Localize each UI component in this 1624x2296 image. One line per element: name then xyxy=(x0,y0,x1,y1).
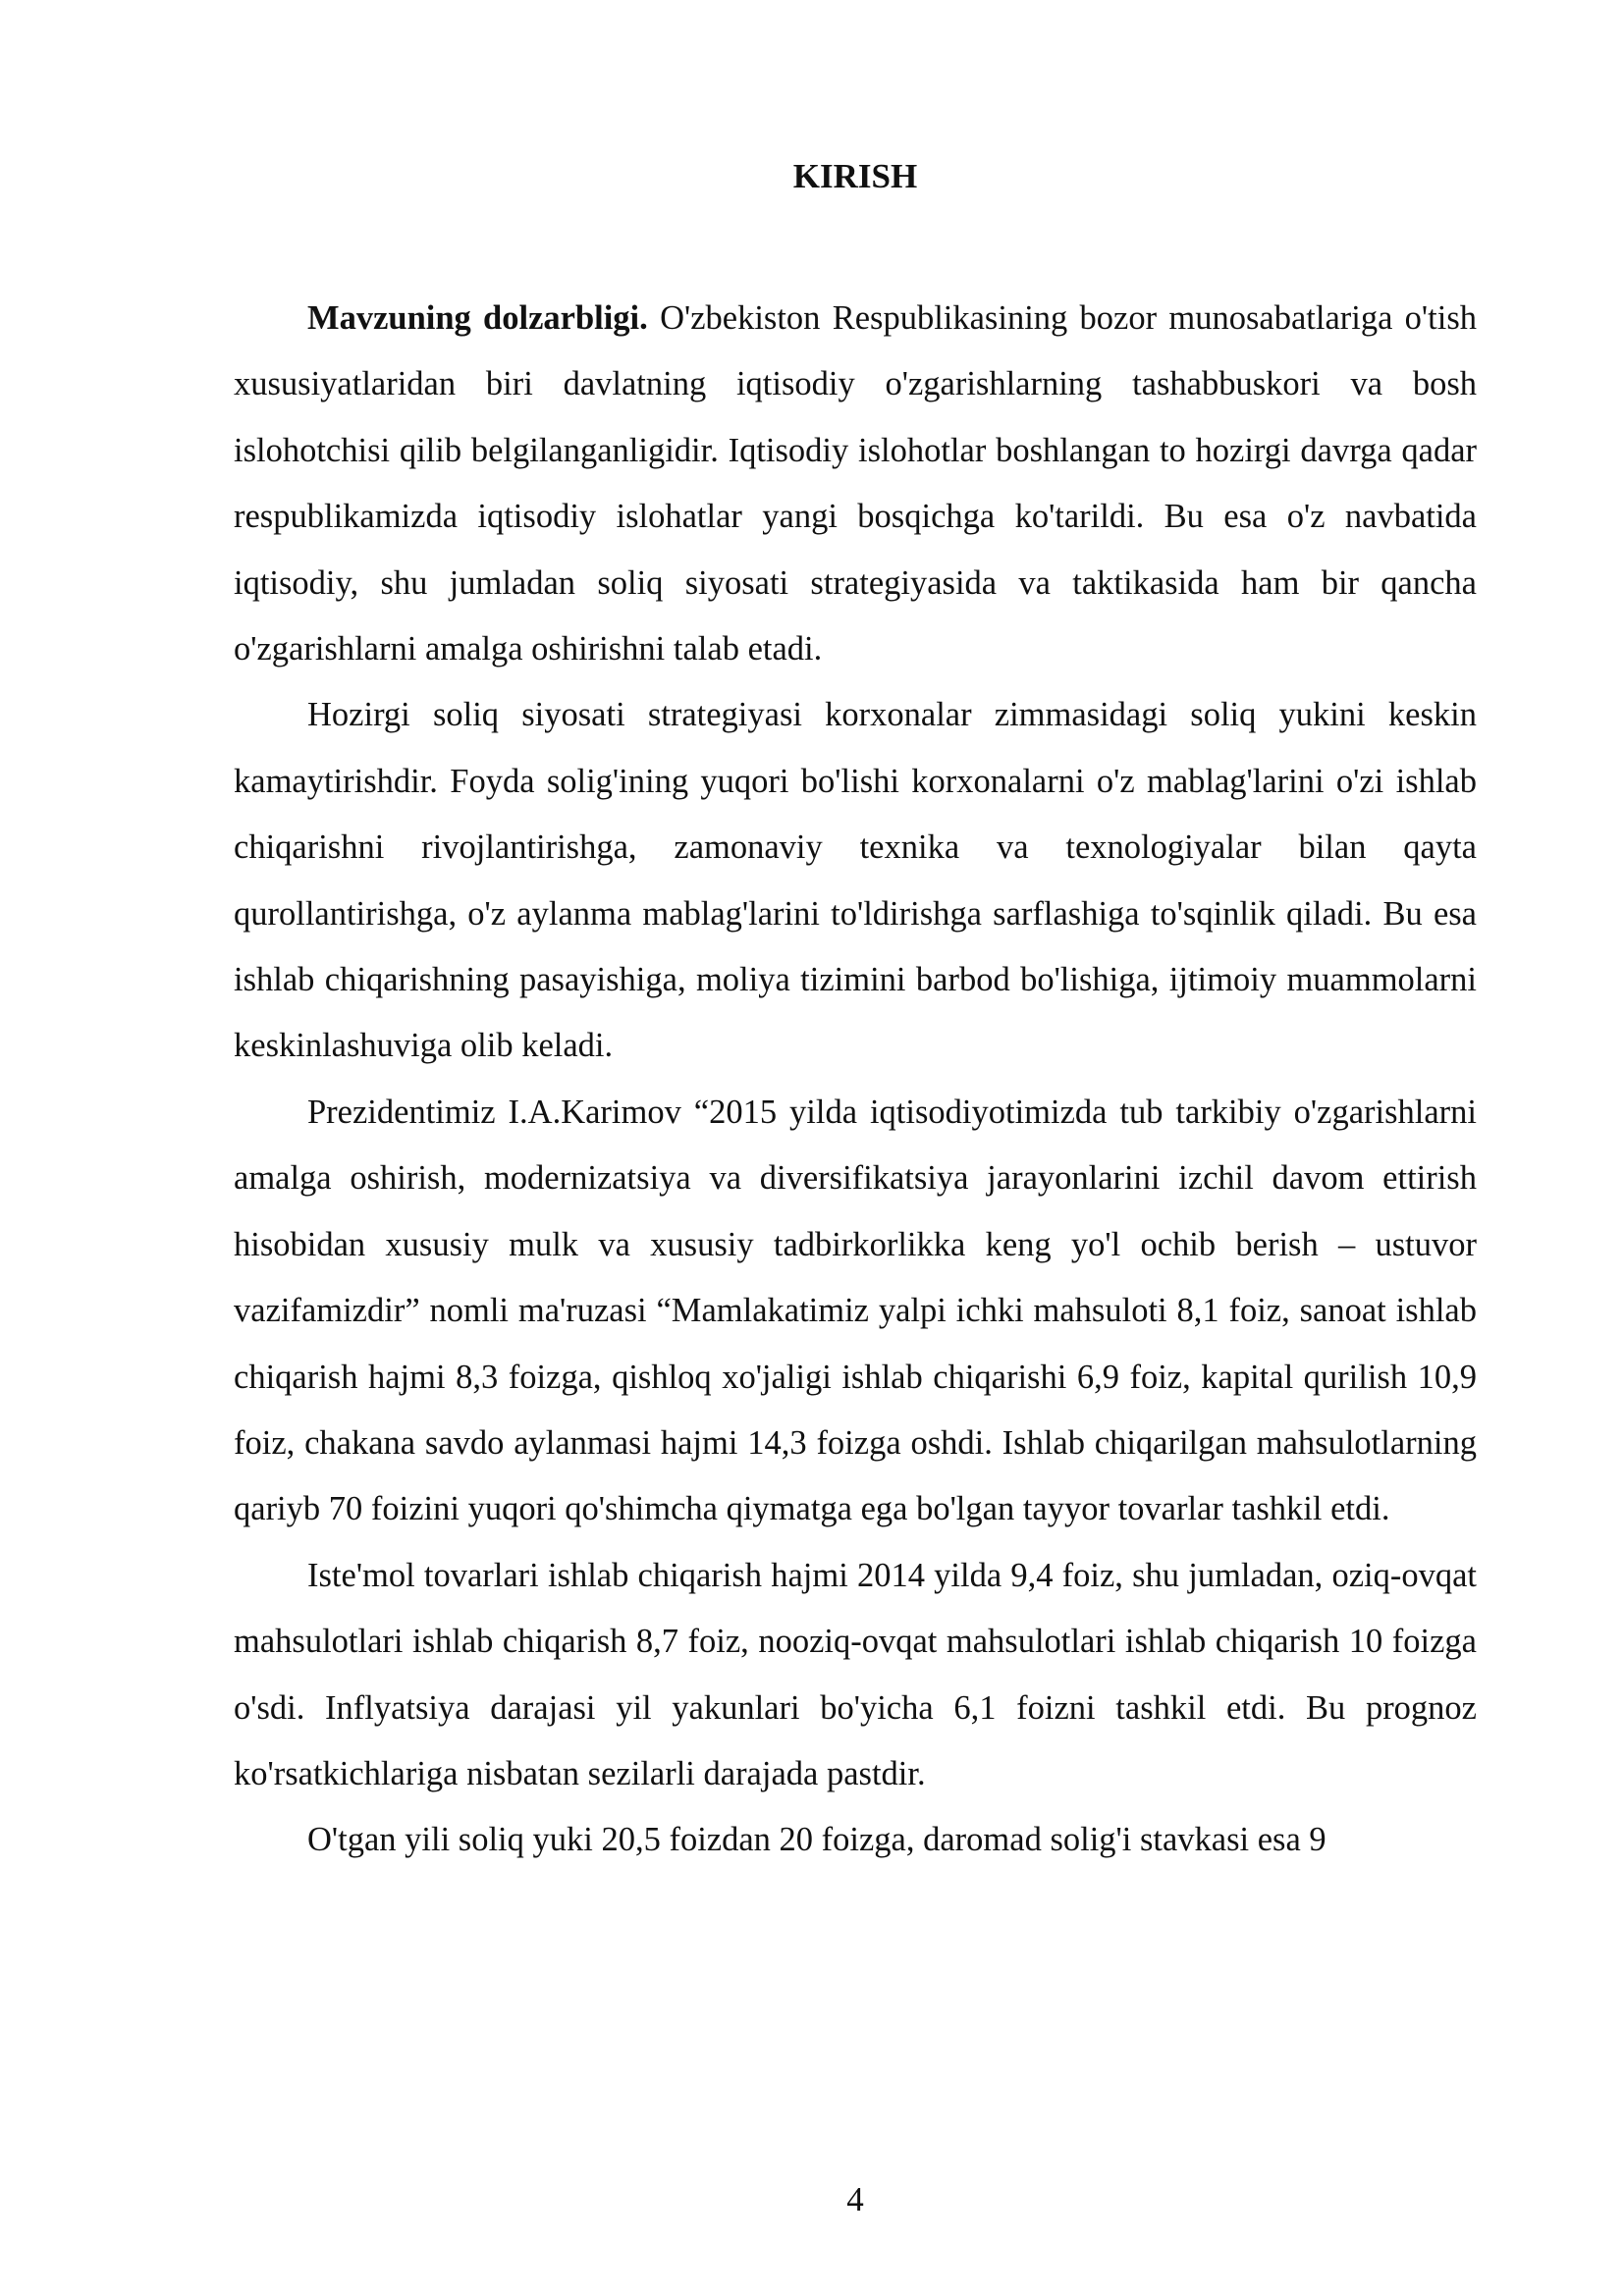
body-text xyxy=(234,286,1477,1874)
section-heading: KIRISH xyxy=(792,157,918,195)
paragraph-relevance xyxy=(234,286,1477,682)
paragraph-tax-burden: O'tgan yili soliq yuki 20,5 foizdan 20 foizga, daromad solig'i stavkasi esa 9 xyxy=(307,1821,1326,1859)
page-number: 4 xyxy=(846,2180,864,2218)
paragraph-tax-strategy: Hozirgi soliq siyosati strategiyasi korxonalar zimmasidagi soliq yukini keskin kamaytirishdir. Foyda solig'ining yuqori bo'lishi korxonalarni o'z mablag'larini o'zi ishlab chiqarishni rivojlantirishga, zamonaviy texnika va texnologiyalar bilan qayta qurollantirishga, o'z aylanma mablag'larini to'ldirishga sarflashiga to'sqinlik qiladi. Bu esa ishlab chiqarishning pasayishiga, moliya tizimini barbod bo'lishiga, ijtimoiy muammolarni keskinlashuviga olib keladi. xyxy=(234,696,1477,1065)
paragraph-lead: Mavzuning dolzarbligi. xyxy=(307,299,648,337)
paragraph-president-report: Prezidentimiz I.A.Karimov “2015 yilda iqtisodiyotimizda tub tarkibiy o'zgarishlarni amalga oshirish, modernizatsiya va diversifikatsiya jarayonlarini izchil davom ettirish hisobidan xususiy mulk va xususiy tadbirkorlikka keng yo'l ochib berish – ustuvor vazifamizdir” nomli ma'ruzasi “Mamlakatimiz yalpi ichki mahsuloti 8,1 foiz, sanoat ishlab chiqarish hajmi 8,3 foizga, qishloq xo'jaligi ishlab chiqarishi 6,9 foiz, kapital qurilish 10,9 foiz, chakana savdo aylanmasi hajmi 14,3 foizga oshdi. Ishlab chiqarilgan mahsulotlarning qariyb 70 foizini yuqori qo'shimcha qiymatga ega bo'lgan tayyor tovarlar tashkil etdi. xyxy=(234,1093,1477,1528)
paragraph-consumer-goods: Iste'mol tovarlari ishlab chiqarish hajmi 2014 yilda 9,4 foiz, shu jumladan, oziq-ovqat mahsulotlari ishlab chiqarish 8,7 foiz, nooziq-ovqat mahsulotlari ishlab chiqarish 10 foizga o'sdi. Inflyatsiya darajasi yil yakunlari bo'yicha 6,1 foizni tashkil etdi. Bu prognoz ko'rsatkichlariga nisbatan sezilarli darajada pastdir. xyxy=(234,1556,1477,1792)
paragraph-text: O'zbekiston Respublikasining bozor munosabatlariga o'tish xususiyatlaridan biri davlatning iqtisodiy o'zgarishlarning tashabbuskori va bosh islohotchisi qilib belgilanganligidir. Iqtisodiy islohotlar boshlangan to hozirgi davrga qadar respublikamizda iqtisodiy islohatlar yangi bosqichga ko'tarildi. Bu esa o'z navbatida iqtisodiy, shu jumladan soliq siyosati strategiyasida va taktikasida ham bir qancha o'zgarishlarni amalga oshirishni talab etadi. xyxy=(234,299,1477,668)
